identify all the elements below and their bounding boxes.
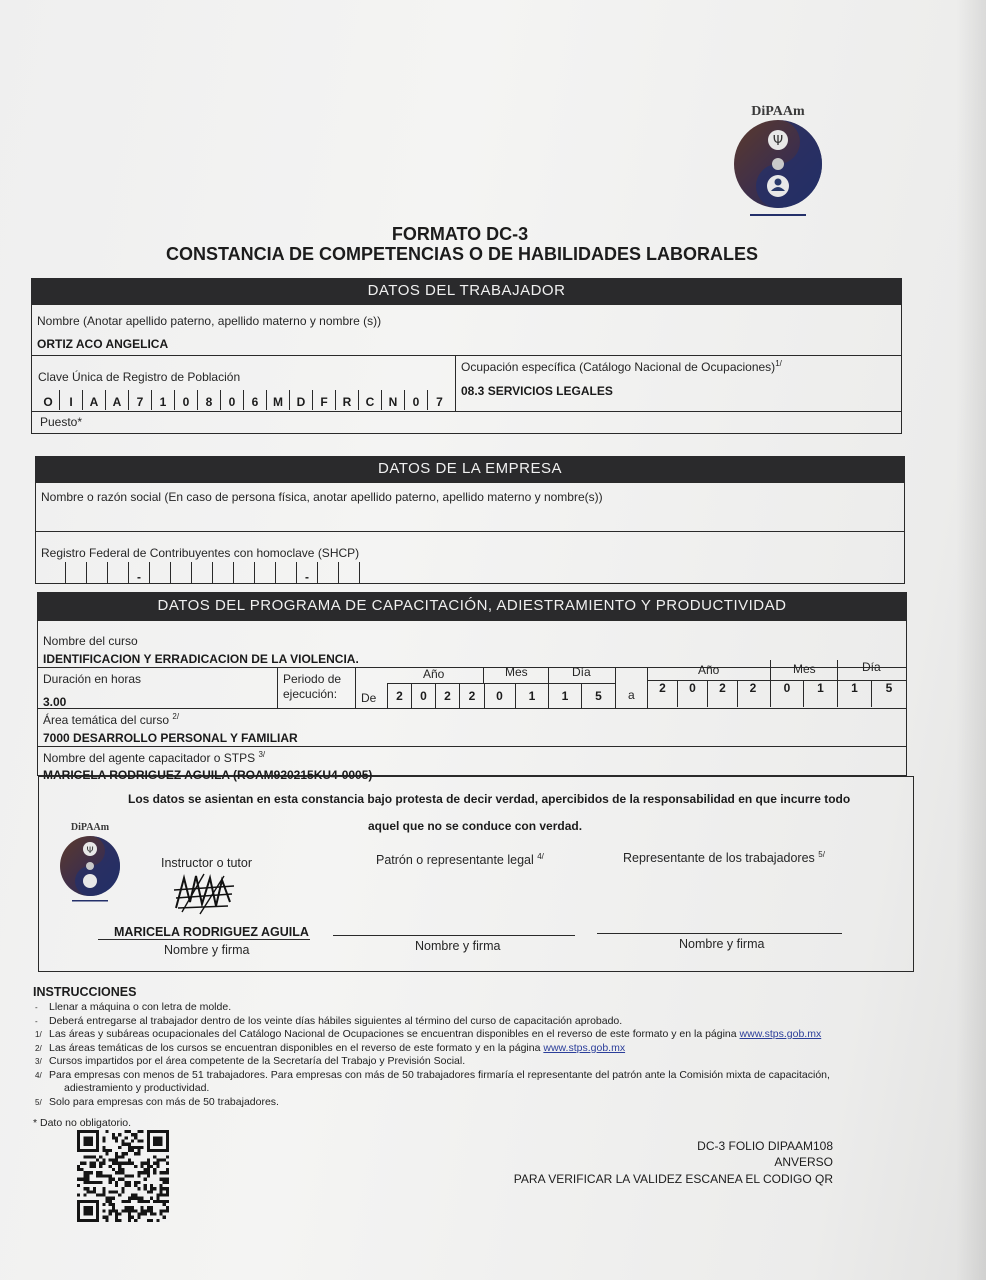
curp-char-cell: D [290, 390, 313, 410]
stps-link[interactable]: www.stps.gob.mx [739, 1028, 822, 1040]
fin-dia-cells [838, 680, 906, 707]
rfc-char-cell: - [297, 562, 318, 584]
duracion-value: 3.00 [43, 695, 67, 709]
fin-mes-label: Mes [793, 662, 816, 676]
curp-char-cell: 0 [405, 390, 428, 410]
inicio-mes-cells [484, 683, 549, 708]
ocupacion-label: Ocupación específica (Catálogo Nacional de Ocupaciones)$^{1/}$ [461, 359, 782, 374]
inicio-dia-cell: 1 [549, 683, 582, 708]
inicio-anio-cells [387, 683, 485, 708]
nombre-label: Nombre (Anotar apellido paterno, apellido materno y nombre (s)) [37, 314, 382, 328]
rfc-char-cell [360, 562, 381, 584]
inicio-mes-cell: 1 [528, 689, 536, 703]
instruccion-mark: 2/ [35, 1043, 42, 1053]
verificar-qr: PARA VERIFICAR LA VALIDEZ ESCANEA EL CODIGO QR [513, 1172, 833, 1186]
inicio-mes-label: Mes [505, 665, 528, 679]
instruccion-mark: - [35, 1016, 38, 1026]
patron-label: Patrón o representante legal $^{4/}$ [376, 852, 544, 868]
curso-label: Nombre del curso [43, 634, 138, 648]
inicio-mes-cell: 0 [484, 683, 516, 708]
instruccion-item [35, 1069, 830, 1081]
instrucciones-title: INSTRUCCIONES [33, 985, 137, 999]
curp-char-cell: M [267, 390, 290, 410]
instruccion-text: Llenar a máquina o con letra de molde. [49, 1001, 232, 1013]
instruccion-mark: 1/ [35, 1030, 42, 1039]
fin-dia-cell: 5 [885, 681, 893, 695]
fin-anio-cell: 2 [648, 680, 678, 707]
rfc-char-cell [45, 562, 66, 584]
fin-dia-label: Día [862, 660, 881, 674]
instruccion-mark: 5/ [35, 1097, 42, 1107]
curp-label: Clave Única de Registro de Población [38, 370, 241, 384]
curp-char-cell: F [313, 390, 336, 410]
instruccion-item [35, 1001, 231, 1013]
instruccion-mark: 3/ [35, 1057, 42, 1066]
form-subtitle: CONSTANCIA DE COMPETENCIAS O DE HABILIDADES LABORALES [165, 244, 759, 264]
fin-anio-cell: 2 [708, 680, 738, 707]
rfc-char-cell [255, 562, 276, 584]
instruccion-text: Las áreas y subáreas ocupacionales del Catálogo Nacional de Ocupaciones se encuentran disponibles en el reverso de este formato y en la página [49, 1028, 737, 1040]
instructor-signature-icon [170, 872, 240, 916]
section-header-programa: DATOS DEL PROGRAMA DE CAPACITACIÓN, ADIESTRAMIENTO Y PRODUCTIVIDAD [37, 592, 907, 620]
a-label: a [628, 688, 635, 702]
instruccion-mark: - [35, 1003, 38, 1012]
stps-link[interactable]: www.stps.gob.mx [543, 1041, 626, 1054]
nombre-value: ORTIZ ACO ANGELICA [37, 337, 169, 351]
ocupacion-value: 08.3 SERVICIOS LEGALES [461, 384, 613, 398]
fin-mes-cells [771, 680, 838, 707]
inicio-anio-cell: 2 [388, 683, 412, 708]
curp-char-cell: A [106, 390, 129, 410]
instruccion-text: Para empresas con menos de 51 trabajadores. Para empresas con más de 50 trabajadores firmaría el representante del patrón ante la Comisión mixta de capacitación, [49, 1068, 830, 1081]
svg-text:Ψ: Ψ [86, 846, 94, 856]
rfc-char-cell [318, 562, 339, 584]
area-value: 7000 DESARROLLO PERSONAL Y FAMILIAR [43, 731, 298, 745]
instructor-label: Instructor o tutor [161, 856, 253, 870]
curp-cells [37, 390, 453, 410]
curp-char-cell: 1 [152, 390, 175, 410]
rfc-char-cell [108, 562, 129, 584]
curp-char-cell: 6 [244, 390, 267, 410]
instructor-name: MARICELA RODRIGUEZ AGUILA [114, 925, 309, 939]
folio: DC-3 FOLIO DIPAAM108 [697, 1139, 833, 1153]
razon-social-label: Nombre o razón social (En caso de persona física, anotar apellido paterno, apellido materno y nombre(s)) [41, 490, 603, 504]
fin-anio-cells [648, 680, 771, 707]
anverso: ANVERSO [774, 1155, 833, 1169]
rfc-char-cell [213, 562, 234, 584]
inicio-anio-cell: 0 [412, 683, 436, 708]
inicio-anio-cell: 2 [436, 683, 460, 708]
instruccion-text: Las áreas temáticas de los cursos se encuentran disponibles en el reverso de este formato y en la página [49, 1041, 541, 1054]
section-header-empresa: DATOS DE LA EMPRESA [35, 456, 905, 482]
rfc-char-cell [276, 562, 297, 584]
inicio-anio-label: Año [423, 667, 445, 681]
fin-mes-cell: 0 [771, 680, 804, 707]
form-title: FORMATO DC-3 [391, 224, 529, 244]
inicio-anio-cell: 2 [468, 689, 476, 703]
logo-emblem-icon [728, 120, 828, 220]
instruccion-item [35, 1042, 625, 1054]
rfc-label: Registro Federal de Contribuyentes con homoclave (SHCP) [41, 546, 360, 560]
instruccion-item [35, 1015, 622, 1027]
curso-value: IDENTIFICACION Y ERRADICACION DE LA VIOLENCIA. [43, 652, 359, 666]
puesto-label: Puesto* [40, 415, 83, 429]
dipaam-logo-small [56, 822, 124, 902]
instruccion-text: Deberá entregarse al trabajador dentro de los veinte días hábiles siguientes al término del curso de capacitación aprobado. [49, 1014, 623, 1027]
logo-small-emblem-icon [56, 834, 124, 904]
curp-char-cell: 7 [129, 390, 152, 410]
rfc-char-cell [150, 562, 171, 584]
area-label: Área temática del curso $^{2/}$ [43, 712, 180, 727]
inicio-dia-cell: 5 [595, 689, 602, 703]
logo-text: DiPAAm [751, 104, 805, 119]
curp-char-cell: N [382, 390, 405, 410]
instructor-nombre-firma: Nombre y firma [164, 943, 250, 957]
curp-char-cell: 0 [221, 390, 244, 410]
agente-label: Nombre del agente capacitador o STPS $^{3/}$ [43, 750, 266, 765]
representante-nombre-firma: Nombre y firma [679, 937, 765, 951]
fin-anio-cell: 0 [678, 680, 708, 707]
fin-anio-label: Año [698, 663, 720, 677]
curp-char-cell: I [60, 390, 83, 410]
rfc-char-cell: - [129, 562, 150, 584]
periodo-label: Periodo de ejecución: [283, 672, 342, 701]
dipaam-logo [728, 104, 828, 222]
svg-text:Ψ: Ψ [772, 134, 784, 149]
curp-char-cell: R [336, 390, 359, 410]
instruccion-text: Cursos impartidos por el área competente de la Secretaría del Trabajo y Previsión Social. [49, 1055, 466, 1067]
curp-char-cell: O [37, 390, 60, 410]
declaracion-line-1: Los datos se asientan en esta constancia bajo protesta de decir verdad, apercibidos de la responsabilidad en que incurre todo [128, 792, 851, 806]
rfc-char-cell [339, 562, 360, 584]
curp-char-cell: 7 [436, 395, 443, 409]
rfc-char-cell [171, 562, 192, 584]
rfc-char-cell [66, 562, 87, 584]
rfc-cells [45, 562, 385, 584]
section-header-trabajador: DATOS DEL TRABAJADOR [31, 278, 902, 304]
curp-char-cell: 0 [175, 390, 198, 410]
rfc-char-cell [87, 562, 108, 584]
fin-anio-cell: 2 [749, 681, 757, 695]
instruccion-item [35, 1055, 465, 1067]
instruccion-text: Solo para empresas con más de 50 trabajadores. [49, 1095, 279, 1108]
de-label: De [361, 691, 377, 705]
instruccion-item [35, 1096, 279, 1108]
agente-value: MARICELA RODRIGUEZ AGUILA (ROAM920215KU4-0005) [43, 768, 373, 782]
rfc-char-cell [234, 562, 255, 584]
declaracion-line-2: aquel que no se conduce con verdad. [368, 819, 583, 833]
instruccion-item [64, 1082, 209, 1094]
instruccion-text: adiestramiento y productividad. [64, 1082, 210, 1094]
dato-no-obligatorio: * Dato no obligatorio. [33, 1117, 132, 1129]
representante-label: Representante de los trabajadores $^{5/}$ [623, 850, 825, 866]
patron-nombre-firma: Nombre y firma [415, 939, 501, 953]
curp-char-cell: A [83, 390, 106, 410]
inicio-dia-label: Día [572, 665, 591, 679]
curp-char-cell: 8 [198, 390, 221, 410]
qr-code-icon [77, 1130, 169, 1222]
fin-dia-cell: 1 [838, 680, 872, 707]
duracion-label: Duración en horas [43, 672, 142, 686]
instruccion-mark: 4/ [35, 1070, 42, 1080]
instruccion-item [35, 1028, 821, 1040]
rfc-char-cell [192, 562, 213, 584]
logo-small-text: DiPAAm [70, 822, 110, 833]
curp-char-cell: C [359, 390, 382, 410]
inicio-dia-cells [549, 683, 616, 708]
fin-mes-cell: 1 [817, 681, 824, 695]
